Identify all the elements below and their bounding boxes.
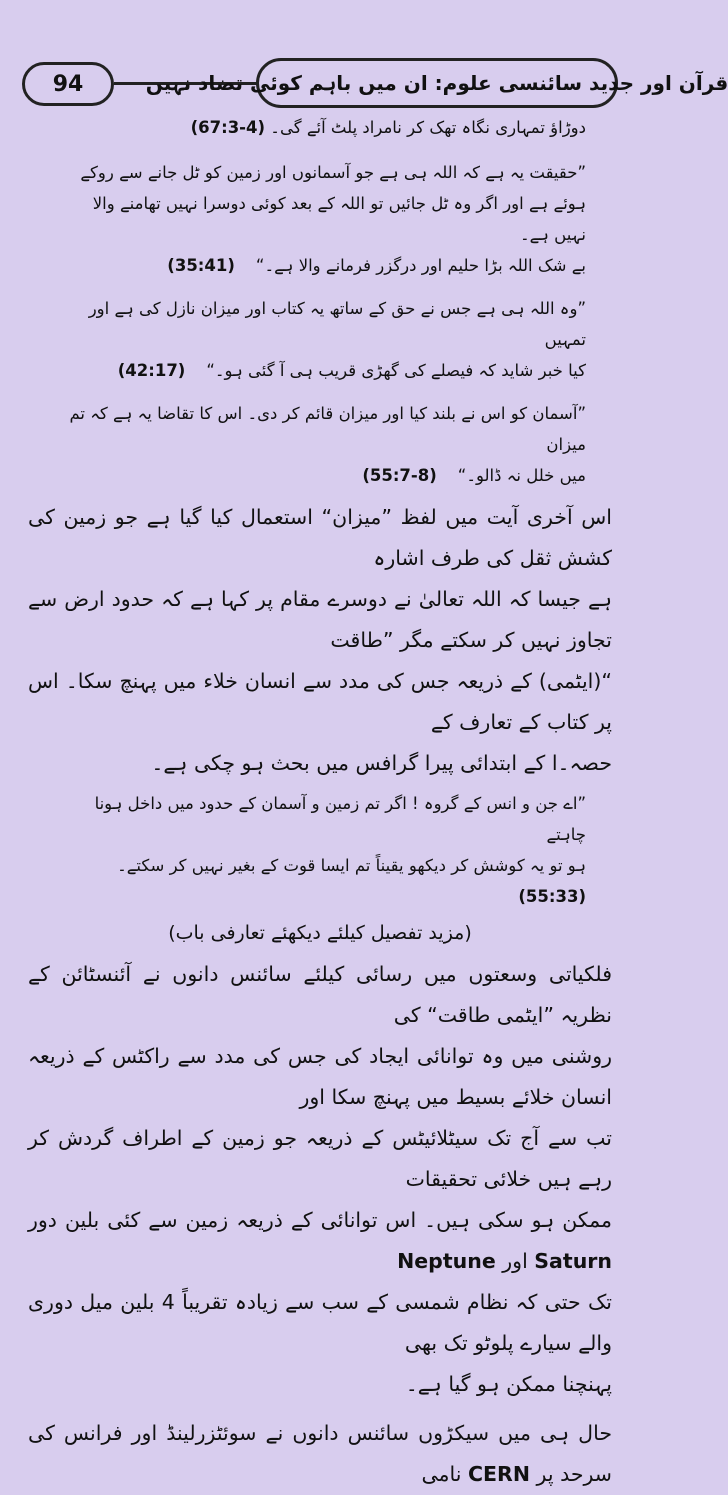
verse-reference: (55:7-8) xyxy=(362,466,437,485)
text-line: روشنی میں وہ توانائی ایجاد کی جس کی مدد سے راکٹس کے ذریعہ انسان خلائے بسیط میں پہنچ سکا اور xyxy=(28,1044,612,1109)
text-line: تب سے آج تک سیٹلائیٹس کے ذریعہ جو زمین کے اطراف گردش کر رہے ہیں خلائی تحقیقات xyxy=(28,1126,612,1191)
text-line: “(ایٹمی) کے ذریعہ جس کی مدد سے انسان خلاء میں پہنچ سکا۔ اس پر کتاب کے تعارف کے xyxy=(28,669,612,734)
page-header xyxy=(22,58,728,110)
quote-block xyxy=(28,788,612,912)
text-line: تک حتی کہ نظام شمسی کے سب سے زیادہ تقریباً 4 بلین میل دوری والے سیارے پلوٹو تک بھی xyxy=(28,1290,612,1355)
quote-block xyxy=(28,112,612,143)
verse-reference: (67:3-4) xyxy=(190,118,266,137)
quote-block xyxy=(28,157,612,281)
quote-line: ”اے جن و انس کے گروہ ! اگر تم زمین و آسمان کے حدود میں داخل ہونا چاہتے xyxy=(94,794,586,844)
text-line: حال ہی میں سیکڑوں سائنس دانوں نے سوئٹزرلینڈ اور فرانس کی سرحد پر CERN نامی xyxy=(28,1421,612,1486)
text-line: پہنچنا ممکن ہو گیا ہے۔ xyxy=(405,1372,612,1396)
page-number: 94 xyxy=(52,71,84,97)
quote-line: بے شک اللہ بڑا حلیم اور درگزر فرمانے والا ہے۔“ (35:41) xyxy=(167,256,586,275)
paragraph xyxy=(28,497,612,784)
text-line: فلکیاتی وسعتوں میں رسائی کیلئے سائنس دانوں نے آئنسٹائن کے نظریہ ”ایٹمی طاقت“ کی xyxy=(28,962,612,1027)
text-line: ممکن ہو سکی ہیں۔ اس توانائی کے ذریعہ زمین سے کئی بلین دور Saturn اور Neptune xyxy=(28,1208,612,1273)
organization-name: CERN xyxy=(468,1462,530,1486)
quote-line: دوڑاؤ تمہاری نگاہ تھک کر نامراد پلٹ آئے گی۔ (67:3-4) xyxy=(190,118,586,137)
quote-line: ”آسمان کو اس نے بلند کیا اور میزان قائم کر دی۔ اس کا تقاضا یہ ہے کہ تم میزان xyxy=(69,404,586,454)
page-body xyxy=(28,112,612,1495)
quote-line: ”حقیقت یہ ہے کہ اللہ ہی ہے جو آسمانوں اور زمین کو ٹل جانے سے روکے xyxy=(80,163,586,182)
quote-block xyxy=(28,398,612,491)
planet-name: Saturn xyxy=(534,1249,612,1273)
quote-line: ہوئے ہے اور اگر وہ ٹل جائیں تو اللہ کے بعد کوئی دوسرا نہیں تھامنے والا نہیں ہے۔ xyxy=(92,194,586,244)
paragraph xyxy=(28,954,612,1405)
verse-reference: (42:17) xyxy=(117,361,186,380)
quote-line: کیا خبر شاید کہ فیصلے کی گھڑی قریب ہی آ گئی ہو۔“ (42:17) xyxy=(117,361,586,380)
planet-name: Neptune xyxy=(397,1249,496,1273)
verse-reference: (35:41) xyxy=(167,256,235,275)
quote-line: ہو تو یہ کوشش کر دیکھو یقیناً تم ایسا قوت کے بغیر نہیں کر سکتے۔ (55:33) xyxy=(117,856,586,906)
cross-reference-note: (مزید تفصیل کیلئے دیکھئے تعارفی باب) xyxy=(168,922,472,944)
chapter-title-box xyxy=(145,58,728,108)
page-number-badge xyxy=(22,62,114,106)
text-line: حصہ۔ا کے ابتدائی پیرا گرافس میں بحث ہو چکی ہے۔ xyxy=(151,751,612,775)
chapter-title: قرآن اور جدید سائنسی علوم: ان میں باہم کوئی تضاد نہیں xyxy=(145,71,728,95)
verse-reference: (55:33) xyxy=(518,887,586,906)
text-line: ہے جیسا کہ اللہ تعالیٰ نے دوسرے مقام پر کہا ہے کہ حدود ارض سے تجاوز نہیں کر سکتے مگر ”طاقت xyxy=(28,587,612,652)
quote-line: ”وہ اللہ ہی ہے جس نے حق کے ساتھ یہ کتاب اور میزان نازل کی ہے اور تمہیں xyxy=(88,299,586,349)
text-line: اس آخری آیت میں لفظ ”میزان“ استعمال کیا گیا ہے جو زمین کی کشش ثقل کی طرف اشارہ xyxy=(28,505,612,570)
quote-block xyxy=(28,293,612,386)
quote-line: میں خلل نہ ڈالو۔“ (55:7-8) xyxy=(362,466,586,485)
